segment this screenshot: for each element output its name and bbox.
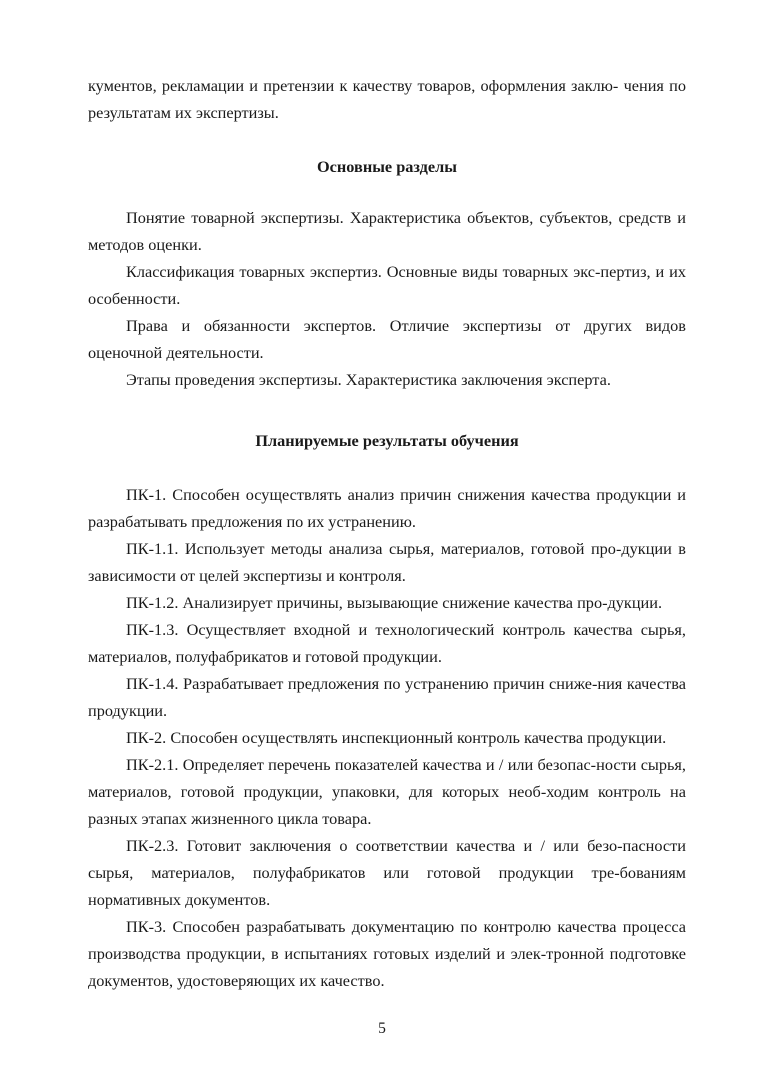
paragraph-pk-3: ПК-3. Способен разрабатывать документацию по контролю качества процесса производства продукции, в испытаниях готовых изделий и элек-тронной подготовке документов, удостоверяющих их качество. xyxy=(88,917,686,991)
paragraph-pk-1-2: ПК-1.2. Анализирует причины, вызывающие снижение качества про-дукции. xyxy=(126,592,663,612)
document-body xyxy=(88,72,686,994)
section-learning-outcomes-body xyxy=(88,481,686,995)
paragraph-pk-1: ПК-1. Способен осуществлять анализ причин снижения качества продукции и разрабатывать предложения по их устранению. xyxy=(88,484,686,531)
page-number: 5 xyxy=(378,1020,386,1037)
paragraph-pk-1-1: ПК-1.1. Использует методы анализа сырья, материалов, готовой про-дукции в зависимости от целей экспертизы и контроля. xyxy=(88,538,686,585)
paragraph-pk-2-3: ПК-2.3. Готовит заключения о соответствии качества и / или безо-пасности сырья, материалов, полуфабрикатов или готовой продукции тре-бованиям нормативных документов. xyxy=(88,836,686,910)
paragraph-pk-2-1: ПК-2.1. Определяет перечень показателей качества и / или безопас-ности сырья, материалов, готовой продукции, упаковки, для которых необ-ходим контроль на разных этапах жизненного цикла товара. xyxy=(88,754,686,829)
paragraph-line: чения по результатам их экспертизы. xyxy=(88,76,686,123)
paragraph-continued-top xyxy=(88,72,686,126)
paragraph: Классификация товарных экспертиз. Основные виды товарных экс-пертиз, и их особенности. xyxy=(88,262,686,309)
paragraph-pk-1-3: ПК-1.3. Осуществляет входной и технологический контроль качества сырья, материалов, полуфабрикатов и готовой продукции. xyxy=(88,619,686,666)
section-heading-main-sections: Основные разделы xyxy=(317,157,457,177)
paragraph: Понятие товарной экспертизы. Характеристика объектов, субъектов, средств и методов оценки. xyxy=(88,208,686,255)
paragraph: Этапы проведения экспертизы. Характеристика заключения эксперта. xyxy=(126,370,611,390)
paragraph-line: кументов, рекламации и претензии к качеству товаров, оформления заклю- xyxy=(88,76,619,95)
section-main-sections-body xyxy=(88,204,686,393)
paragraph-pk-2: ПК-2. Способен осуществлять инспекционный контроль качества продукции. xyxy=(126,727,667,747)
paragraph-pk-1-4: ПК-1.4. Разрабатывает предложения по устранению причин сниже-ния качества продукции. xyxy=(88,673,686,720)
paragraph: Права и обязанности экспертов. Отличие экспертизы от других видов оценочной деятельности. xyxy=(88,316,686,363)
section-heading-learning-outcomes: Планируемые результаты обучения xyxy=(255,431,519,451)
